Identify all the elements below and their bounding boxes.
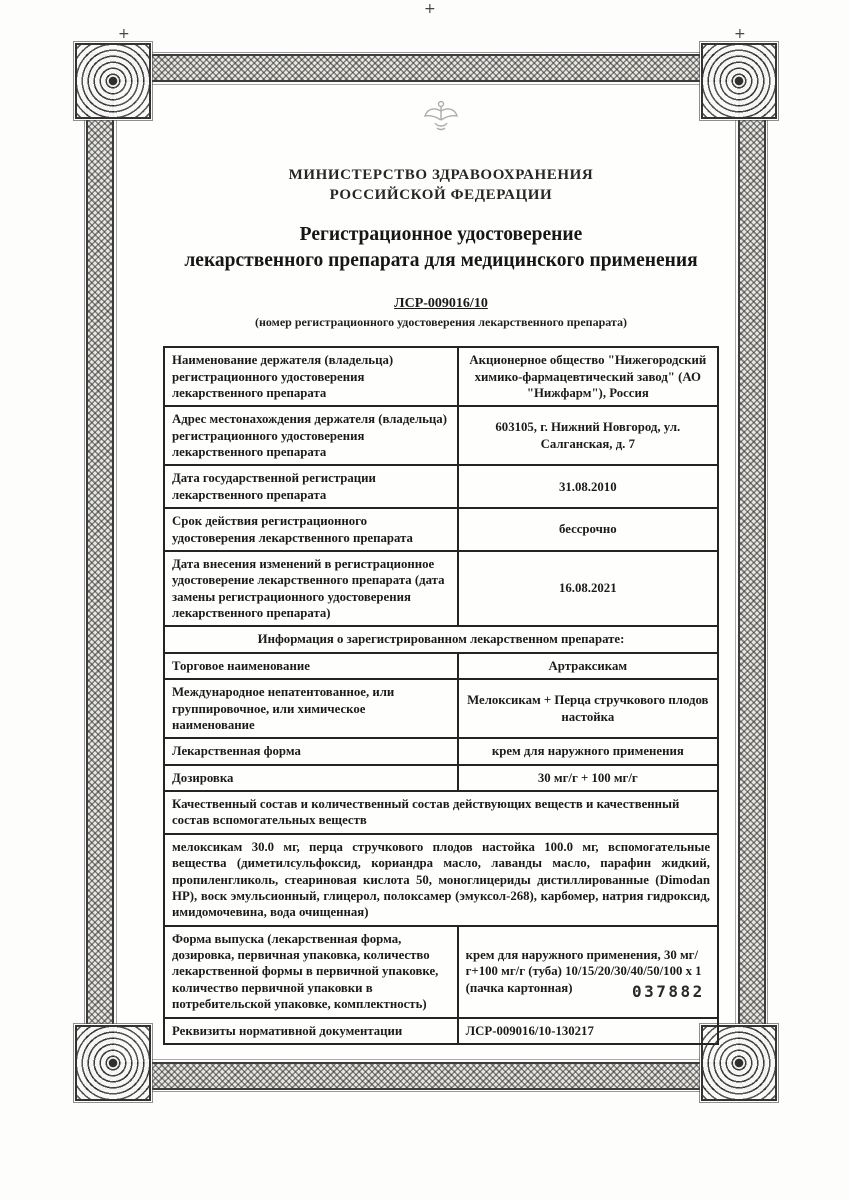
table-row: [164, 765, 718, 791]
ministry-line-2: РОССИЙСКОЙ ФЕДЕРАЦИИ: [329, 187, 553, 204]
composition-header: Качественный состав и количественный состав действующих веществ и качественный состав вспомогательных веществ: [164, 791, 718, 834]
certificate-content: [163, 96, 719, 1045]
field-label: Форма выпуска (лекарственная форма, дозировка, первичная упаковка, количество лекарственной формы в первичной упаковке, количество первичной упаковки в потребительской упаковке, комплектность): [164, 926, 458, 1018]
document-title: [163, 222, 719, 275]
section-header-row: [164, 626, 718, 652]
ministry-line-1: МИНИСТЕРСТВО ЗДРАВООХРАНЕНИЯ: [288, 167, 594, 183]
table-row: [164, 738, 718, 764]
ministry-heading: [163, 165, 719, 206]
registration-number: ЛСР-009016/10: [394, 296, 488, 312]
table-row: [164, 508, 718, 551]
serial-number: 037882: [632, 982, 705, 1001]
table-row: [164, 679, 718, 738]
table-row: [164, 653, 718, 679]
field-value: Акционерное общество "Нижегородский химико-фармацевтический завод" (АО "Нижфарм"), Россия: [458, 347, 718, 406]
coat-of-arms-emblem: [163, 96, 719, 139]
composition-header-row: [164, 791, 718, 834]
registration-number-caption: (номер регистрационного удостоверения лекарственного препарата): [255, 315, 627, 330]
field-label: Дозировка: [164, 765, 458, 791]
composition-text: мелоксикам 30.0 мг, перца стручкового плодов настойка 100.0 мг, вспомогательные вещества (диметилсульфоксид, кориандра масло, лаванды масло, парафин жидкий, пропиленгликоль, стеариновая кислота 50, моноглицериды дистиллированные (Dimodan HP), воск эмульсионный, глицерол, полоксамер (эмуксол-268), карбомер, натрия гидроксид, имидомочевина, вода очищенная): [164, 834, 718, 926]
field-label: Адрес местонахождения держателя (владельца) регистрационного удостоверения лекарственного препарата: [164, 406, 458, 465]
certificate-table: [163, 346, 719, 1045]
table-row: [164, 465, 718, 508]
field-label: Дата государственной регистрации лекарственного препарата: [164, 465, 458, 508]
field-label: Наименование держателя (владельца) регистрационного удостоверения лекарственного препарата: [164, 347, 458, 406]
field-value: крем для наружного применения: [458, 738, 718, 764]
table-row: [164, 406, 718, 465]
field-value: 16.08.2021: [458, 551, 718, 627]
crop-mark-top-left: +: [118, 26, 130, 42]
field-label: Дата внесения изменений в регистрационное удостоверение лекарственного препарата (дата замены регистрационного удостоверения лекарственного препарата): [164, 551, 458, 627]
field-label: Срок действия регистрационного удостоверения лекарственного препарата: [164, 508, 458, 551]
composition-text-row: [164, 834, 718, 926]
table-row: [164, 1018, 718, 1044]
field-value: бессрочно: [458, 508, 718, 551]
document-title-line-2: лекарственного препарата для медицинского применения: [184, 249, 698, 271]
document-title-line-1: Регистрационное удостоверение: [299, 223, 583, 245]
field-label: Реквизиты нормативной документации: [164, 1018, 458, 1044]
table-row: [164, 551, 718, 627]
field-value: Артраксикам: [458, 653, 718, 679]
crop-mark-top-right: +: [734, 26, 746, 42]
corner-rosette-bottom-left: [75, 1025, 151, 1101]
field-value: крем для наружного применения, 30 мг/г+100 мг/г (туба) 10/15/20/30/40/50/100 х 1 (пачка картонная): [458, 926, 718, 1018]
field-value: ЛСР-009016/10-130217: [458, 1018, 718, 1044]
crop-mark-top-center: +: [424, 1, 436, 17]
field-value: Мелоксикам + Перца стручкового плодов настойка: [458, 679, 718, 738]
table-row: [164, 926, 718, 1018]
field-value: 603105, г. Нижний Новгород, ул. Салганская, д. 7: [458, 406, 718, 465]
section-header: Информация о зарегистрированном лекарственном препарате:: [164, 626, 718, 652]
field-value: 30 мг/г + 100 мг/г: [458, 765, 718, 791]
table-row: [164, 347, 718, 406]
field-value: 31.08.2010: [458, 465, 718, 508]
field-label: Лекарственная форма: [164, 738, 458, 764]
field-label: Торговое наименование: [164, 653, 458, 679]
field-label: Международное непатентованное, или группировочное, или химическое наименование: [164, 679, 458, 738]
corner-rosette-top-left: [75, 43, 151, 119]
